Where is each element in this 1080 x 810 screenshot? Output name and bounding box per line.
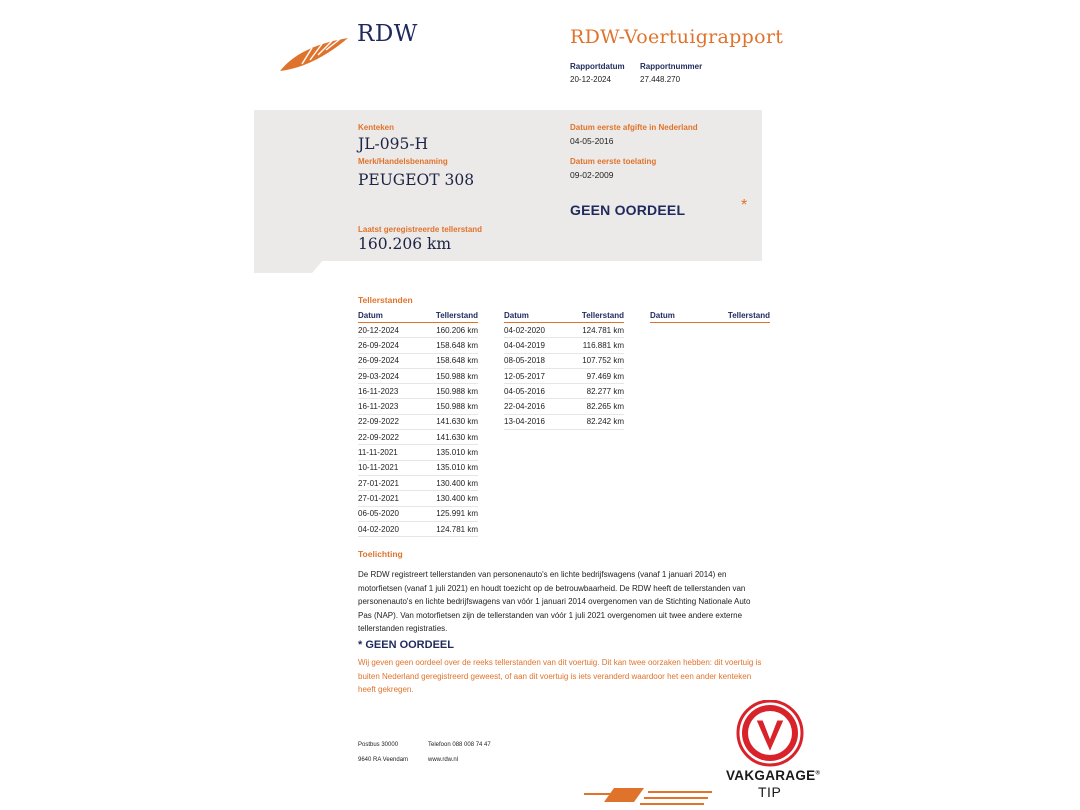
reading-date: 27-01-2021 bbox=[358, 491, 432, 506]
reading-value: 150.988 km bbox=[432, 368, 478, 383]
reading-value: 150.988 km bbox=[432, 399, 478, 414]
rdw-logo-feather-icon bbox=[278, 34, 350, 74]
reading-date: 16-11-2023 bbox=[358, 399, 432, 414]
table-row bbox=[358, 323, 478, 338]
report-date-label: Rapportdatum bbox=[570, 62, 625, 71]
reading-date: 04-02-2020 bbox=[358, 521, 432, 536]
table-row bbox=[504, 368, 624, 383]
reading-date: 26-09-2024 bbox=[358, 353, 432, 368]
table-row bbox=[358, 491, 478, 506]
reading-value: 82.277 km bbox=[578, 384, 624, 399]
table-row bbox=[504, 414, 624, 429]
no-verdict-heading: * GEEN OORDEEL bbox=[358, 639, 454, 651]
plate-label: Kenteken bbox=[358, 123, 395, 132]
table-row bbox=[504, 338, 624, 353]
verdict-asterisk: * bbox=[741, 197, 748, 214]
reading-date: 22-09-2022 bbox=[358, 430, 432, 445]
table-row bbox=[504, 399, 624, 414]
vehicle-summary-panel bbox=[254, 110, 762, 261]
reading-date: 26-09-2024 bbox=[358, 338, 432, 353]
table-row bbox=[358, 338, 478, 353]
reading-date: 06-05-2020 bbox=[358, 506, 432, 521]
table-row bbox=[358, 353, 478, 368]
explanation-heading: Toelichting bbox=[358, 549, 403, 559]
reading-date: 13-04-2016 bbox=[504, 414, 578, 429]
footer-website: www.rdw.nl bbox=[428, 757, 459, 763]
col-value-header: Tellerstand bbox=[578, 309, 624, 323]
vakgarage-name-text: VAKGARAGE bbox=[726, 768, 816, 783]
reading-value: 135.010 km bbox=[432, 445, 478, 460]
readings-heading: Tellerstanden bbox=[358, 295, 413, 305]
reading-date: 10-11-2021 bbox=[358, 460, 432, 475]
reading-date: 29-03-2024 bbox=[358, 368, 432, 383]
first-nl-label: Datum eerste afgifte in Nederland bbox=[570, 123, 698, 132]
footer-phone: Telefoon 088 008 74 47 bbox=[428, 742, 491, 748]
reading-date: 08-05-2018 bbox=[504, 353, 578, 368]
reading-date: 11-11-2021 bbox=[358, 445, 432, 460]
report-title: RDW-Voertuigrapport bbox=[570, 26, 784, 48]
reading-date: 22-09-2022 bbox=[358, 414, 432, 429]
reading-date: 04-02-2020 bbox=[504, 323, 578, 338]
footer-address: 9640 RA Veendam bbox=[358, 757, 409, 763]
col-date-header: Datum bbox=[650, 309, 724, 323]
plate-number: JL-095-H bbox=[358, 135, 429, 153]
first-admission-date: 09-02-2009 bbox=[570, 170, 614, 180]
reading-value: 141.630 km bbox=[432, 430, 478, 445]
make-value: PEUGEOT 308 bbox=[358, 171, 475, 189]
reading-date: 12-05-2017 bbox=[504, 368, 578, 383]
col-date-header: Datum bbox=[504, 309, 578, 323]
reading-value: 124.781 km bbox=[432, 521, 478, 536]
table-row bbox=[504, 384, 624, 399]
reading-date: 16-11-2023 bbox=[358, 384, 432, 399]
odometer-value: 160.206 km bbox=[358, 235, 452, 253]
reading-value: 97.469 km bbox=[578, 368, 624, 383]
table-row bbox=[358, 445, 478, 460]
panel-tab-shape bbox=[254, 259, 324, 273]
readings-table-3 bbox=[650, 309, 770, 323]
table-row bbox=[358, 399, 478, 414]
first-nl-date: 04-05-2016 bbox=[570, 136, 614, 146]
reading-value: 116.881 km bbox=[578, 338, 624, 353]
reading-value: 130.400 km bbox=[432, 491, 478, 506]
reading-value: 150.988 km bbox=[432, 384, 478, 399]
brand-name: RDW bbox=[357, 21, 418, 47]
reading-value: 141.630 km bbox=[432, 414, 478, 429]
reading-date: 27-01-2021 bbox=[358, 475, 432, 490]
reading-date: 22-04-2016 bbox=[504, 399, 578, 414]
reading-value: 160.206 km bbox=[432, 323, 478, 338]
reading-value: 130.400 km bbox=[432, 475, 478, 490]
vakgarage-name bbox=[726, 768, 820, 783]
verdict-text: GEEN OORDEEL bbox=[570, 202, 686, 218]
reading-value: 158.648 km bbox=[432, 353, 478, 368]
reading-value: 107.752 km bbox=[578, 353, 624, 368]
reading-value: 125.991 km bbox=[432, 506, 478, 521]
table-row bbox=[358, 368, 478, 383]
table-row bbox=[358, 414, 478, 429]
col-value-header: Tellerstand bbox=[724, 309, 770, 323]
table-row bbox=[358, 506, 478, 521]
reading-date: 04-05-2016 bbox=[504, 384, 578, 399]
reading-value: 135.010 km bbox=[432, 460, 478, 475]
reading-date: 04-04-2019 bbox=[504, 338, 578, 353]
table-row bbox=[358, 384, 478, 399]
footer-stripes-decoration bbox=[584, 786, 716, 810]
report-number: 27.448.270 bbox=[640, 75, 681, 84]
make-label: Merk/Handelsbenaming bbox=[358, 157, 448, 166]
no-verdict-text: Wij geven geen oordeel over de reeks tellerstanden van dit voertuig. Dit kan twee oorzaken hebben: dit voertuig is buiten Nederland geregistreerd geweest, of aan dit voertuig is iets veranderd waardoor het een ander kenteken heeft gekregen. bbox=[358, 658, 762, 694]
reading-value: 82.265 km bbox=[578, 399, 624, 414]
reading-date: 20-12-2024 bbox=[358, 323, 432, 338]
readings-table-1 bbox=[358, 309, 478, 537]
col-date-header: Datum bbox=[358, 309, 432, 323]
table-row bbox=[358, 460, 478, 475]
footer-postbus: Postbus 30000 bbox=[358, 742, 399, 748]
first-admission-label: Datum eerste toelating bbox=[570, 157, 657, 166]
table-row bbox=[504, 353, 624, 368]
table-row bbox=[358, 475, 478, 490]
report-date: 20-12-2024 bbox=[570, 75, 611, 84]
table-row bbox=[358, 430, 478, 445]
report-number-label: Rapportnummer bbox=[640, 62, 703, 71]
explanation-text: De RDW registreert tellerstanden van personenauto's en lichte bedrijfswagens (vanaf 1 januari 2014) en motorfietsen (vanaf 1 juli 2021) en houdt toezicht op de betrouwbaarheid. De RDW heeft de tellerstanden van personenauto's en lichte bedrijfswagens van vóór 1 januari 2014 overgenomen van de Stichting Nationale Auto Pas (NAP). Van motorfietsen zijn de tellerstanden van vóór 1 juli 2021 overgenomen uit twee andere externe tellerstanden registraties. bbox=[358, 570, 751, 633]
vakgarage-reg-mark: ® bbox=[815, 770, 821, 777]
table-row bbox=[504, 323, 624, 338]
reading-value: 82.242 km bbox=[578, 414, 624, 429]
col-value-header: Tellerstand bbox=[432, 309, 478, 323]
reading-value: 158.648 km bbox=[432, 338, 478, 353]
table-row bbox=[358, 521, 478, 536]
reading-value: 124.781 km bbox=[578, 323, 624, 338]
readings-table-2 bbox=[504, 309, 624, 430]
vakgarage-tip: TIP bbox=[758, 784, 782, 800]
odometer-label: Laatst geregistreerde tellerstand bbox=[358, 225, 483, 234]
